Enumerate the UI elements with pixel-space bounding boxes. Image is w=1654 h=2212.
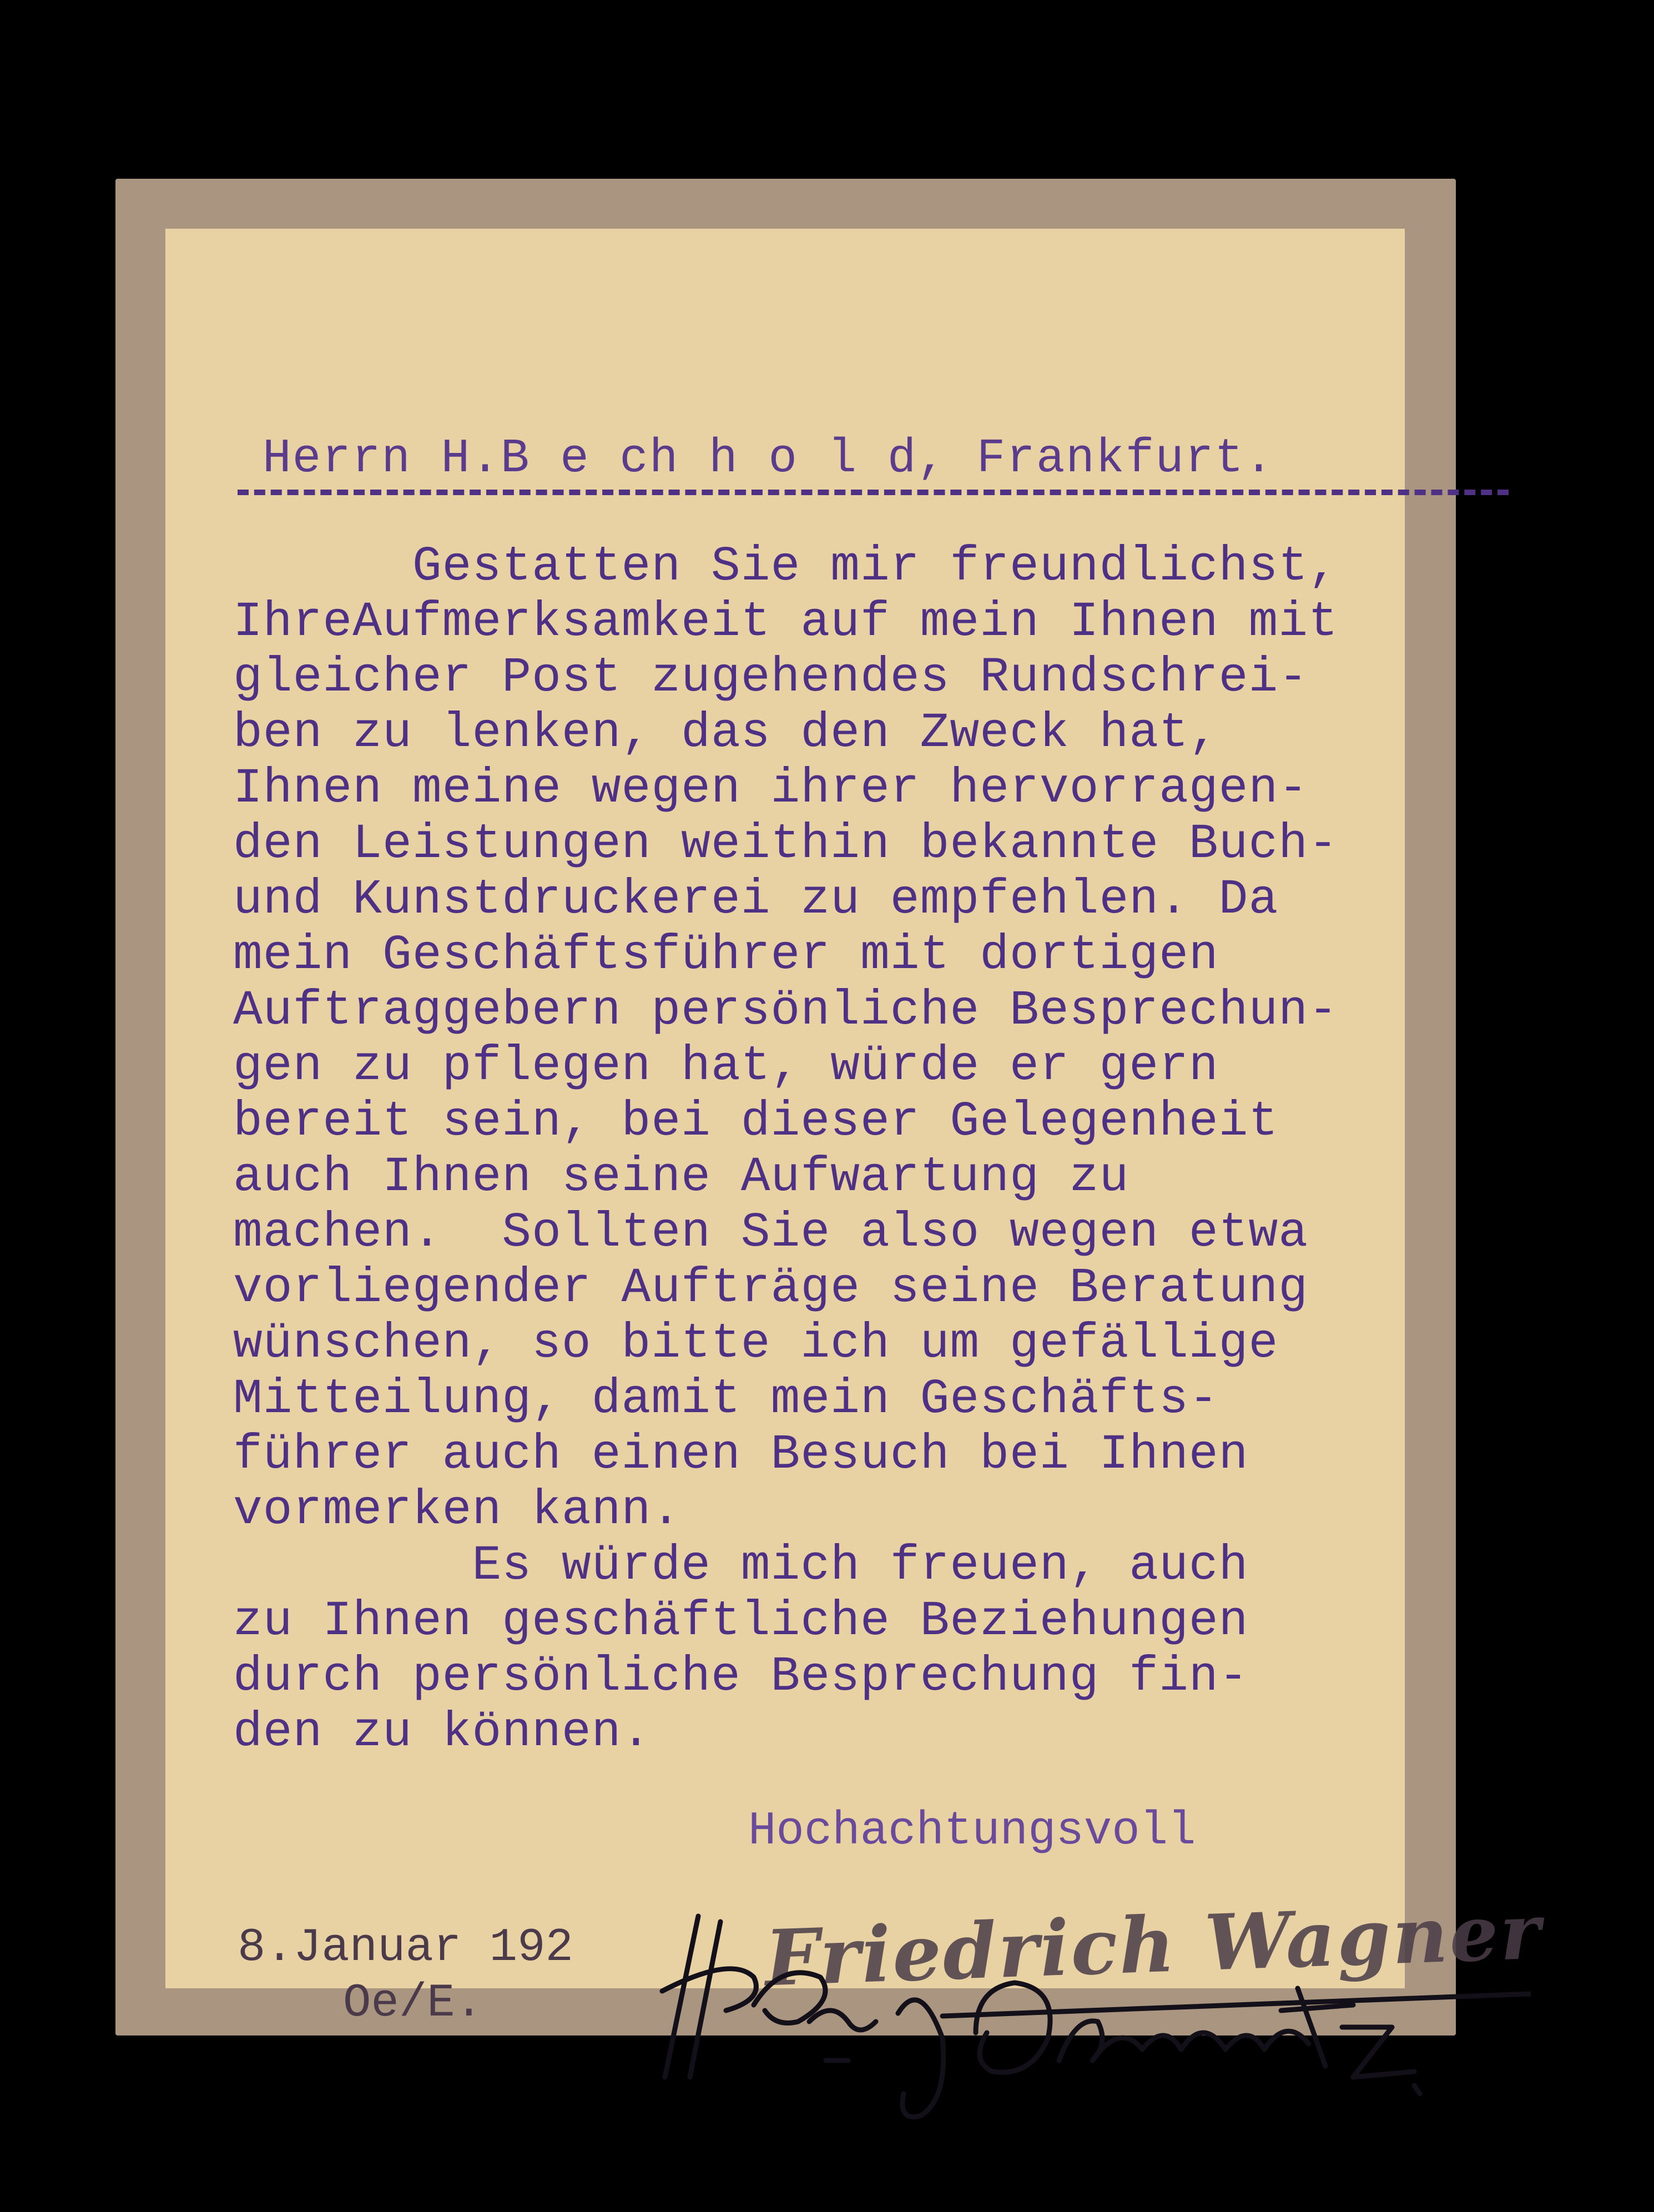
body-line: Auftraggebern persönliche Besprechun- <box>233 984 1338 1039</box>
body-line: führer auch einen Besuch bei Ihnen <box>233 1428 1249 1483</box>
body-line: den zu können. <box>233 1705 652 1760</box>
body-line: auch Ihnen seine Aufwartung zu <box>233 1150 1129 1205</box>
recipient-address: Herrn H.B e ch h o l d, Frankfurt. <box>263 431 1274 486</box>
body-line: und Kunstdruckerei zu empfehlen. Da <box>233 873 1279 928</box>
body-line: machen. Sollten Sie also wegen etwa <box>233 1206 1309 1261</box>
body-line: vorliegender Aufträge seine Beratung <box>233 1261 1309 1316</box>
body-line: durch persönliche Besprechung fin- <box>233 1650 1249 1705</box>
body-line: wünschen, so bitte ich um gefällige <box>233 1317 1279 1372</box>
body-line: gleicher Post zugehendes Rundschrei- <box>233 651 1309 706</box>
body-line: den Leistungen weithin bekannte Buch- <box>233 817 1338 872</box>
body-line: Gestatten Sie mir freundlichst, <box>233 540 1338 594</box>
company-signature-stamp: Friedrich Wagner <box>763 1886 1544 2004</box>
closing-phrase: Hochachtungsvoll <box>748 1805 1196 1858</box>
body-line: mein Geschäftsführer mit dortigen <box>233 928 1219 983</box>
address-underline <box>238 490 1509 495</box>
body-line: Ihnen meine wegen ihrer hervorragen- <box>233 762 1309 817</box>
handwritten-signature <box>587 1894 1531 2127</box>
postcard-face <box>165 229 1544 2030</box>
postcard <box>115 179 1544 2035</box>
body-line: vormerken kann. <box>233 1483 682 1538</box>
body-line: IhreAufmerksamkeit auf mein Ihnen mit <box>233 595 1338 650</box>
reference-initials: Oe/E. <box>343 1977 483 2030</box>
body-line: zu Ihnen geschäftliche Beziehungen <box>233 1594 1249 1649</box>
body-line: ben zu lenken, das den Zweck hat, <box>233 706 1219 761</box>
body-line: gen zu pflegen hat, würde er gern <box>233 1039 1219 1094</box>
body-line: bereit sein, bei dieser Gelegenheit <box>233 1095 1279 1150</box>
body-line: Es würde mich freuen, auch <box>233 1539 1249 1594</box>
letter-date: 8.Januar 192 <box>238 1922 573 1974</box>
body-line: Mitteilung, damit mein Geschäfts- <box>233 1372 1219 1427</box>
